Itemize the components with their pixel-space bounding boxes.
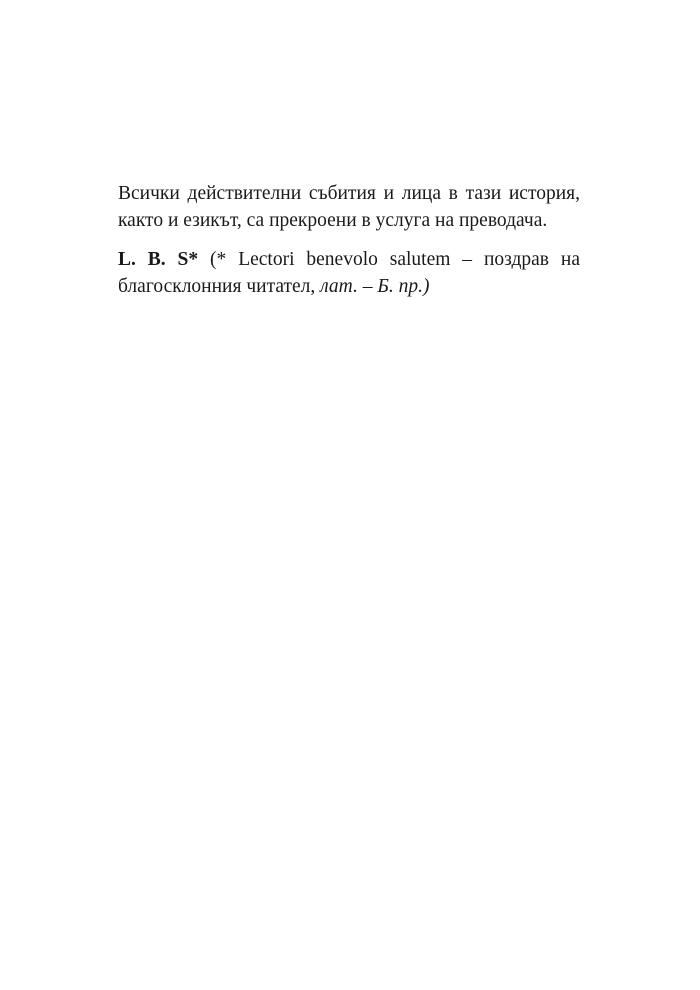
- translator-note: лат. – Б. пр.): [320, 276, 430, 297]
- latin-phrase: Lectori benevolo salutem: [238, 249, 451, 270]
- lbs-abbreviation: L. B. S*: [118, 249, 199, 270]
- disclaimer-paragraph: Всички действителни събития и лица в тази история, както и езикът, са прекроени в услуга на преводача.: [118, 183, 580, 231]
- text-block: [118, 180, 580, 312]
- dedication-paragraph: [118, 246, 580, 300]
- translation-text: – поздрав на благосклонния читател,: [118, 249, 580, 297]
- note-open: (*: [198, 249, 239, 270]
